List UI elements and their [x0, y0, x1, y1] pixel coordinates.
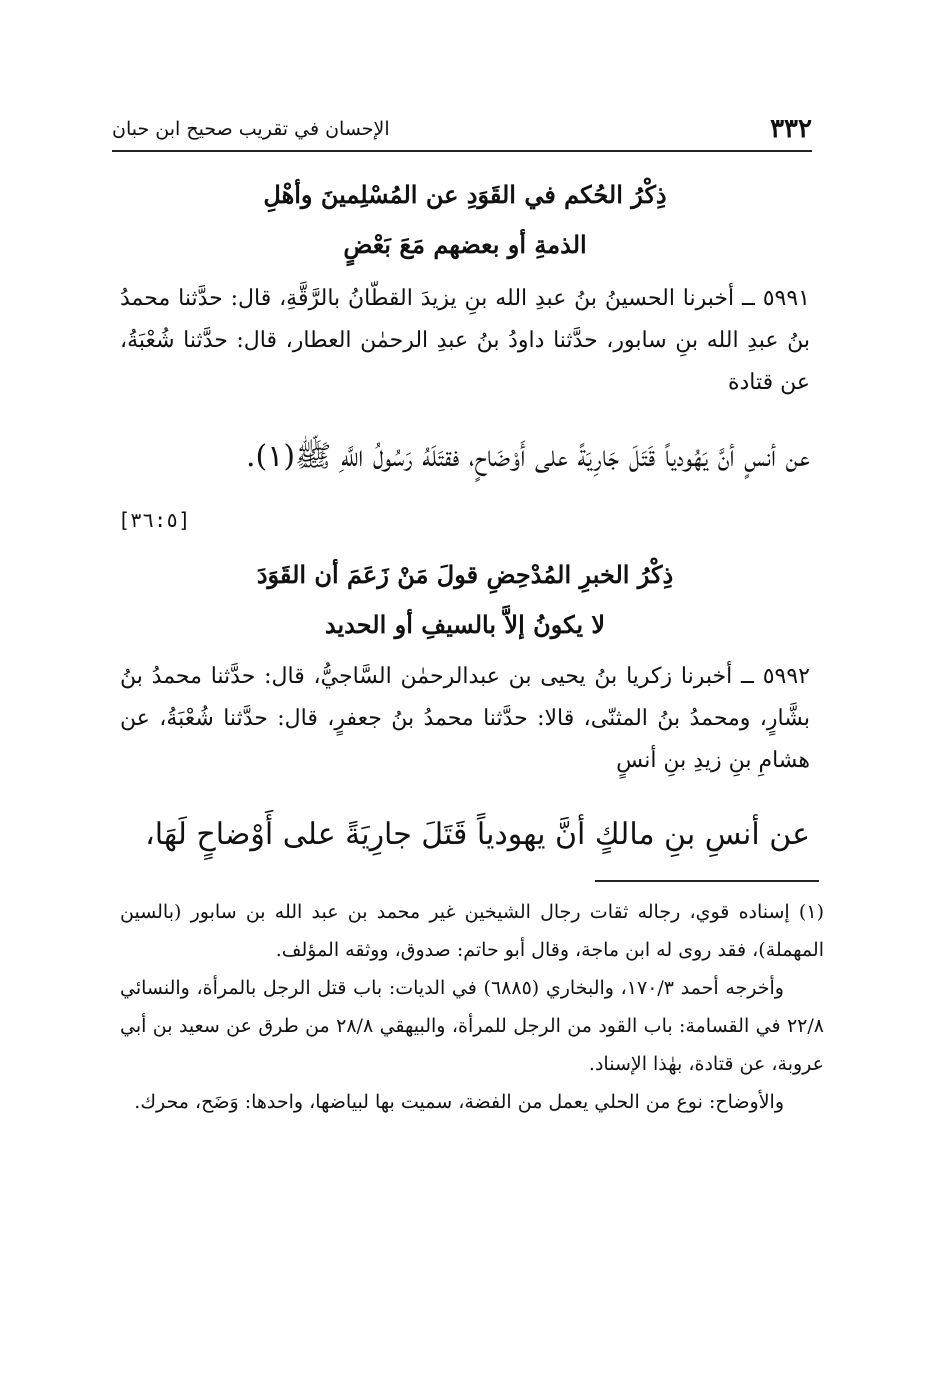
heading-line: لا يكونُ إلاَّ بالسيفِ أو الحديد — [324, 610, 606, 639]
section-heading-1 — [120, 170, 810, 270]
hadith-reference: [٣٦:٥] — [118, 508, 191, 532]
page-number: ٣٣٢ — [770, 114, 812, 144]
matn-text: عن أنسِ بنِ مالكٍ أنَّ يهودياً قَتَلَ جارِيَةً على أَوْضاحٍ لَهَا، — [145, 817, 810, 852]
heading-line: الذمةِ أو بعضهم مَعَ بَعْضٍ — [343, 230, 587, 259]
page-header — [112, 114, 812, 146]
footnote-paragraph: والأوضاح: نوع من الحلي يعمل من الفضة، سميت بها لبياضها، واحدها: وَضَح، محرك. — [134, 1091, 784, 1113]
footnote-paragraph — [120, 893, 824, 969]
footnote-paragraph: وأخرجه أحمد ١٧٠/٣، والبخاري (٦٨٨٥) في الديات: باب قتل الرجل بالمرأة، والنسائي ٢٢/٨ في القسامة: باب القود من الرجل للمرأة، والبيهقي ٢٨/٨ من طرق عن سعيد بن أبي عروبة، عن قتادة، بهٰذا الإسناد. — [120, 977, 824, 1075]
hadith-matn-5992 — [120, 806, 810, 864]
matn-text: عن أنسٍ أنَّ يَهُودياً قَتَلَ جَارِيَةً على أَوْضَاحٍ، فقتَلَهُ رَسُولُ اللَّهِ ﷺ(١). — [246, 439, 810, 474]
heading-line: ذِكْرُ الخبرِ المُدْحِضِ قولَ مَنْ زَعَمَ أن القَوَدَ — [256, 560, 674, 589]
heading-line: ذِكْرُ الحُكم في القَوَدِ عن المُسْلِمينَ وأهْلِ — [263, 180, 667, 209]
section-heading-2 — [120, 550, 810, 650]
footnote-text: إسناده قوي، رجاله ثقات رجال الشيخين غير محمد بن عبد الله بن سابور (بالسين المهملة)، فقد روى له ابن ماجة، وقال أبو حاتم: صدوق، ووثقه المؤلف. — [120, 901, 824, 961]
footnote-1 — [120, 893, 824, 1121]
running-title: الإحسان في تقريب صحيح ابن حبان — [112, 118, 390, 140]
footnote-number: (١) — [798, 901, 824, 923]
hadith-isnad-5991 — [120, 278, 810, 404]
hadith-matn-5991 — [120, 428, 810, 486]
isnad-text: ٥٩٩١ ــ أخبرنا الحسينُ بنُ عبدِ الله بنِ يزيدَ القطّانُ بالرَّقَّةِ، قال: حدَّثنا محمدُ بنُ عبدِ الله بنِ سابور، حدَّثنا داودُ بنُ عبدِ الرحمٰن العطار، قال: حدَّثنا شُعْبَةُ، عن قتادة — [120, 286, 810, 395]
isnad-text: ٥٩٩٢ ــ أخبرنا زكريا بنُ يحيى بن عبدالرحمٰن السَّاجيُّ، قال: حدَّثنا محمدُ بنُ بشَّارٍ، ومحمدُ بنُ المثنّى، قالا: حدَّثنا محمدُ بنُ جعفرٍ، قال: حدَّثنا شُعْبَةُ، عن هشامِ بنِ زيدِ بنِ أنسٍ — [120, 664, 810, 773]
hadith-isnad-5992 — [120, 656, 810, 782]
footnote-rule — [595, 880, 819, 882]
header-rule — [112, 150, 812, 152]
